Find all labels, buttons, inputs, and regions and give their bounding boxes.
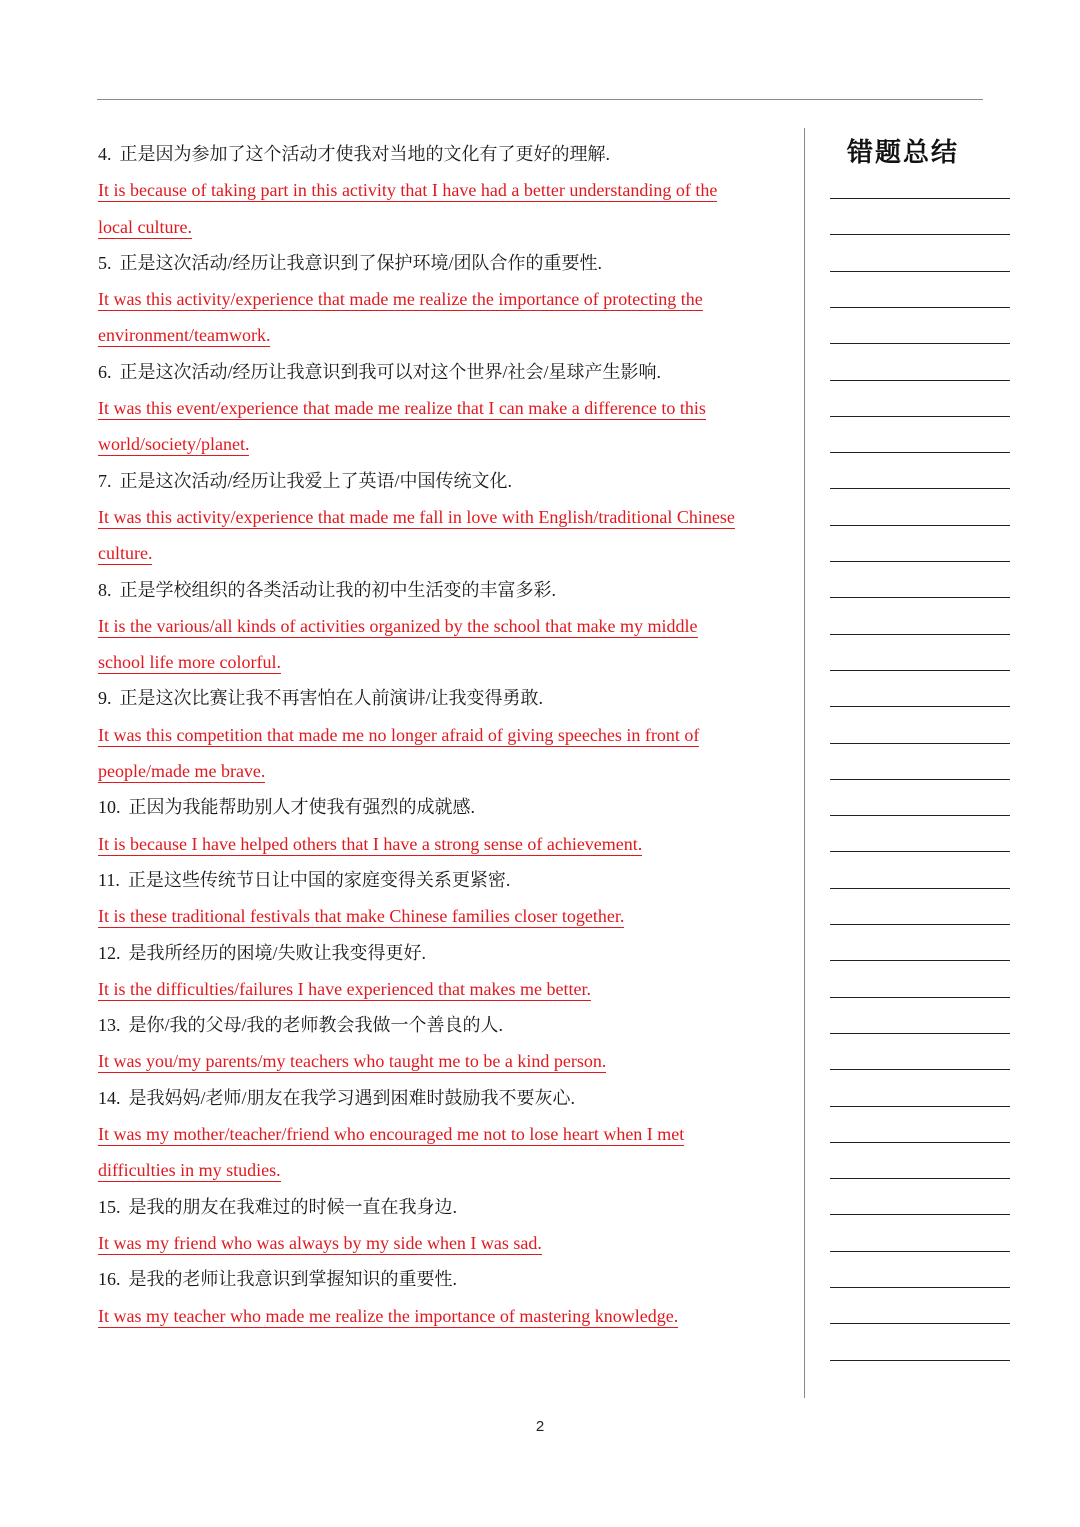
- blank-line: [830, 525, 1010, 526]
- english-text: It is these traditional festivals that make Chinese families closer together.: [98, 906, 625, 927]
- english-translation-line: [98, 1225, 788, 1261]
- chinese-sentence: [98, 680, 788, 716]
- english-text: It was my teacher who made me realize the importance of mastering knowledge.: [98, 1305, 679, 1326]
- blank-line: [830, 271, 1010, 272]
- english-translation-line: [98, 499, 788, 535]
- chinese-text: 正是学校组织的各类活动让我的初中生活变的丰富多彩.: [119, 579, 556, 600]
- english-text: It was my mother/teacher/friend who encouraged me not to lose heart when I met: [98, 1124, 685, 1145]
- blank-line: [830, 1178, 1010, 1179]
- english-translation-line: [98, 1043, 788, 1079]
- english-translation-line: [98, 390, 788, 426]
- blank-line: [830, 234, 1010, 235]
- item-number: 5.: [98, 252, 112, 273]
- english-text: It was my friend who was always by my side when I was sad.: [98, 1232, 542, 1253]
- english-translation-line: [98, 535, 788, 571]
- page-number: 2: [535, 1418, 545, 1435]
- blank-line: [830, 1069, 1010, 1070]
- blank-line: [830, 1106, 1010, 1107]
- blank-line: [830, 488, 1010, 489]
- blank-line: [830, 997, 1010, 998]
- chinese-text: 是你/我的父母/我的老师教会我做一个善良的人.: [128, 1015, 503, 1036]
- item-number: 9.: [98, 688, 112, 709]
- english-text: It was this activity/experience that made me realize the importance of protecting the: [98, 289, 703, 310]
- blank-line: [830, 1323, 1010, 1324]
- english-text: It was this competition that made me no longer afraid of giving speeches in front of: [98, 724, 700, 745]
- english-text: It is because I have helped others that I have a strong sense of achievement.: [98, 833, 643, 854]
- english-text: It was this event/experience that made me realize that I can make a difference to this: [98, 398, 706, 419]
- english-text: It was this activity/experience that made me fall in love with English/traditional Chinese: [98, 506, 735, 527]
- english-text: world/society/planet.: [98, 434, 250, 455]
- english-translation-line: [98, 826, 788, 862]
- blank-line: [830, 706, 1010, 707]
- english-translation-line: [98, 317, 788, 353]
- item-number: 13.: [98, 1015, 121, 1036]
- english-translation-line: [98, 608, 788, 644]
- english-text: culture.: [98, 543, 153, 564]
- english-translation-line: [98, 1116, 788, 1152]
- english-translation-line: [98, 281, 788, 317]
- blank-line: [830, 416, 1010, 417]
- item-number: 15.: [98, 1196, 121, 1217]
- chinese-sentence: [98, 354, 788, 390]
- english-translation-line: [98, 753, 788, 789]
- chinese-sentence: [98, 572, 788, 608]
- english-text: environment/teamwork.: [98, 325, 271, 346]
- chinese-text: 正是这些传统节日让中国的家庭变得关系更紧密.: [127, 869, 511, 890]
- blank-line: [830, 815, 1010, 816]
- english-translation-line: [98, 209, 788, 245]
- blank-line: [830, 597, 1010, 598]
- item-number: 6.: [98, 361, 112, 382]
- chinese-sentence: [98, 463, 788, 499]
- item-number: 11.: [98, 869, 120, 890]
- english-translation-line: [98, 971, 788, 1007]
- chinese-text: 正是这次比赛让我不再害怕在人前演讲/让我变得勇敢.: [119, 688, 543, 709]
- english-text: difficulties in my studies.: [98, 1160, 281, 1181]
- sidebar-title: 错题总结: [846, 138, 959, 168]
- chinese-text: 是我所经历的困境/失败让我变得更好.: [128, 942, 426, 963]
- chinese-text: 正是这次活动/经历让我意识到我可以对这个世界/社会/星球产生影响.: [119, 361, 661, 382]
- item-number: 4.: [98, 144, 112, 164]
- chinese-text: 是我的朋友在我难过的时候一直在我身边.: [128, 1196, 457, 1217]
- blank-line: [830, 960, 1010, 961]
- english-translation-line: [98, 426, 788, 462]
- blank-line: [830, 307, 1010, 308]
- english-translation-line: [98, 172, 788, 208]
- blank-line: [830, 888, 1010, 889]
- blank-line: [830, 851, 1010, 852]
- chinese-sentence: [98, 1080, 788, 1116]
- chinese-sentence: [98, 245, 788, 281]
- chinese-text: 正是这次活动/经历让我意识到了保护环境/团队合作的重要性.: [119, 252, 602, 273]
- english-text: school life more colorful.: [98, 652, 281, 673]
- blank-line: [830, 1360, 1010, 1361]
- blank-line: [830, 1033, 1010, 1034]
- blank-line: [830, 670, 1010, 671]
- english-text: local culture.: [98, 216, 192, 237]
- blank-line: [830, 743, 1010, 744]
- blank-line: [830, 380, 1010, 381]
- english-translation-line: [98, 1298, 788, 1334]
- blank-line: [830, 924, 1010, 925]
- english-translation-line: [98, 644, 788, 680]
- blank-line: [830, 1142, 1010, 1143]
- chinese-text: 是我的老师让我意识到掌握知识的重要性.: [128, 1269, 457, 1290]
- chinese-sentence: [98, 1007, 788, 1043]
- blank-line: [830, 1251, 1010, 1252]
- chinese-sentence: [98, 136, 788, 172]
- blank-line: [830, 1287, 1010, 1288]
- item-number: 10.: [98, 797, 121, 818]
- english-translation-line: [98, 898, 788, 934]
- blank-line: [830, 561, 1010, 562]
- blank-line: [830, 343, 1010, 344]
- chinese-sentence: [98, 1261, 788, 1297]
- english-text: It is because of taking part in this activity that I have had a better understanding of the: [98, 180, 718, 201]
- english-text: people/made me brave.: [98, 761, 266, 782]
- item-number: 16.: [98, 1269, 121, 1290]
- chinese-sentence: [98, 935, 788, 971]
- chinese-text: 正是因为参加了这个活动才使我对当地的文化有了更好的理解.: [119, 144, 610, 164]
- blank-line: [830, 634, 1010, 635]
- blank-line: [830, 779, 1010, 780]
- chinese-sentence: [98, 1189, 788, 1225]
- english-text: It was you/my parents/my teachers who taught me to be a kind person.: [98, 1051, 607, 1072]
- blank-line: [830, 198, 1010, 199]
- item-number: 7.: [98, 470, 112, 491]
- sentence-list: [98, 136, 788, 1334]
- chinese-sentence: [98, 862, 788, 898]
- chinese-text: 是我妈妈/老师/朋友在我学习遇到困难时鼓励我不要灰心.: [128, 1087, 575, 1108]
- item-number: 12.: [98, 942, 121, 963]
- blank-line: [830, 452, 1010, 453]
- top-rule: [97, 99, 983, 100]
- item-number: 8.: [98, 579, 112, 600]
- blank-line: [830, 1214, 1010, 1215]
- english-text: It is the difficulties/failures I have experienced that makes me better.: [98, 978, 591, 999]
- column-divider: [804, 128, 805, 1398]
- english-translation-line: [98, 717, 788, 753]
- chinese-text: 正是这次活动/经历让我爱上了英语/中国传统文化.: [119, 470, 512, 491]
- item-number: 14.: [98, 1087, 121, 1108]
- english-translation-line: [98, 1152, 788, 1188]
- chinese-sentence: [98, 789, 788, 825]
- chinese-text: 正因为我能帮助别人才使我有强烈的成就感.: [128, 797, 475, 818]
- english-text: It is the various/all kinds of activities organized by the school that make my middle: [98, 615, 698, 636]
